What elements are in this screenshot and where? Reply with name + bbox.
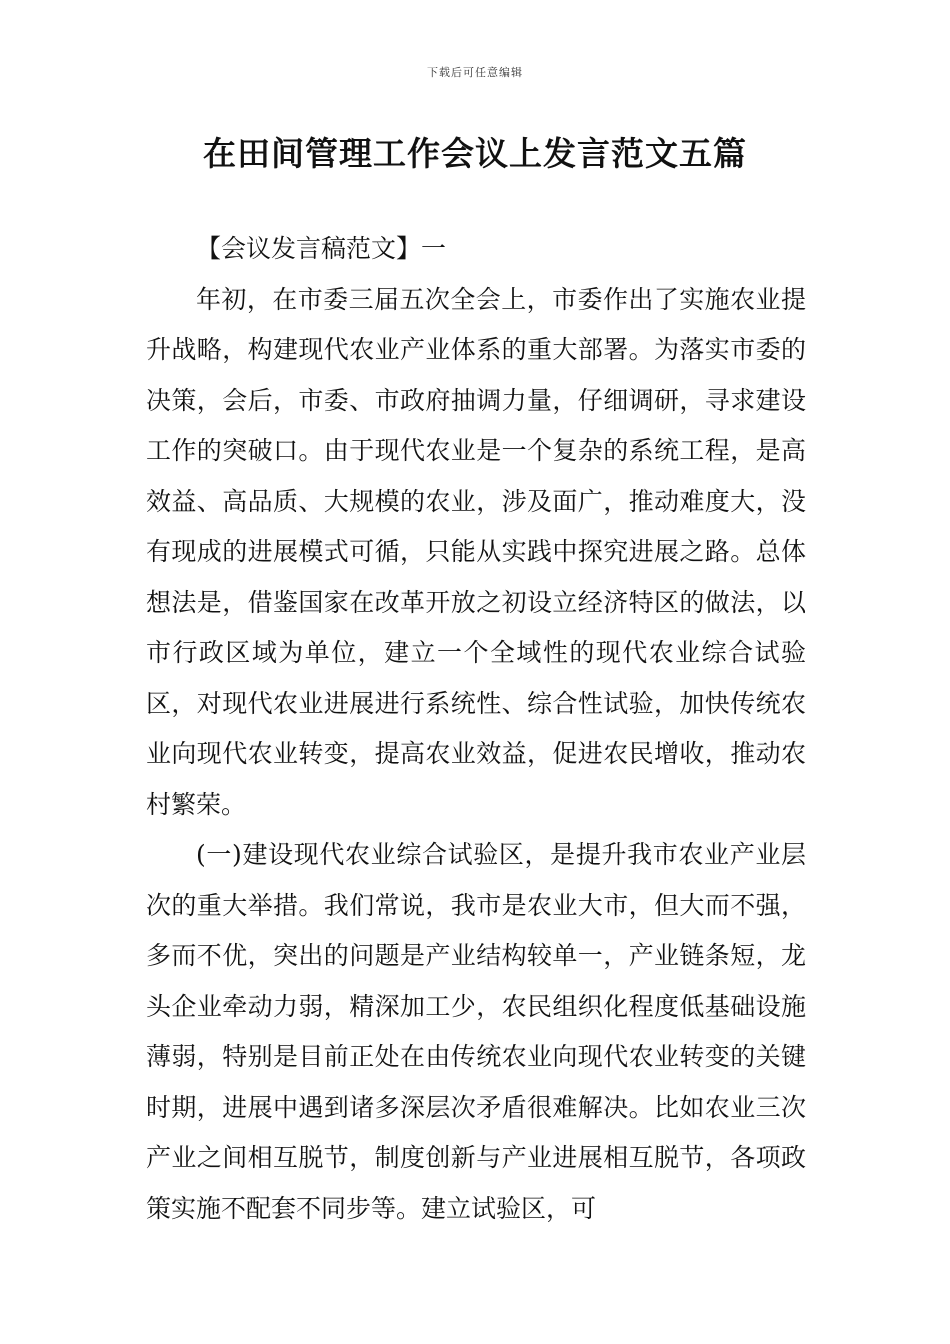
document-title: 在田间管理工作会议上发言范文五篇 bbox=[203, 134, 747, 173]
document-body bbox=[146, 224, 806, 1234]
section-heading: 【会议发言稿范文】一 bbox=[196, 234, 447, 263]
paragraph-2: (一)建设现代农业综合试验区，是提升我市农业产业层次的重大举措。我们常说，我市是农业大市，但大而不强，多而不优，突出的问题是产业结构较单一，产业链条短，龙头企业牵动力弱，精深加工少，农民组织化程度低基础设施薄弱，特别是目前正处在由传统农业向现代农业转变的关键时期，进展中遇到诸多深层次矛盾很难解决。比如农业三次产业之间相互脱节，制度创新与产业进展相互脱节，各项政策实施不配套不同步等。建立试验区，可 bbox=[146, 840, 806, 1223]
paragraph-1: 年初，在市委三届五次全会上，市委作出了实施农业提升战略，构建现代农业产业体系的重大部署。为落实市委的决策，会后，市委、市政府抽调力量，仔细调研，寻求建设工作的突破口。由于现代农业是一个复杂的系统工程，是高效益、高品质、大规模的农业，涉及面广，推动难度大，没有现成的进展模式可循，只能从实践中探究进展之路。总体想法是，借鉴国家在改革开放之初设立经济特区的做法，以市行政区域为单位，建立一个全域性的现代农业综合试验区，对现代农业进展进行系统性、综合性试验，加快传统农业向现代农业转变，提高农业效益，促进农民增收，推动农村繁荣。 bbox=[146, 284, 806, 819]
header-note: 下载后可任意编辑 bbox=[427, 66, 523, 79]
